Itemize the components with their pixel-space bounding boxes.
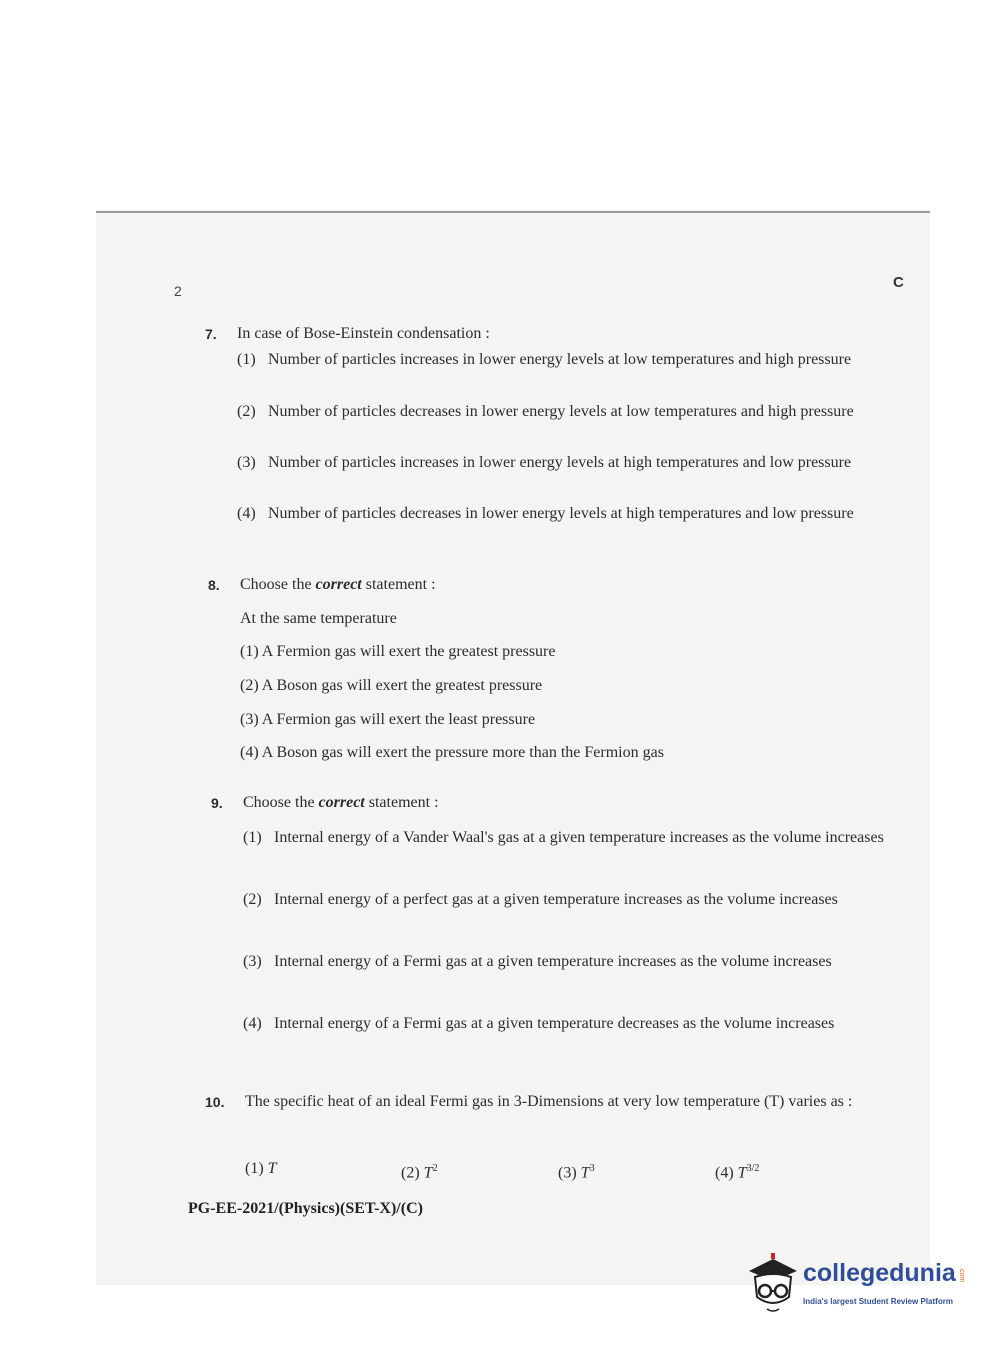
option-number: (4)	[715, 1164, 734, 1182]
option-2	[243, 885, 903, 915]
question-stem: In case of Bose-Einstein condensation :	[237, 325, 490, 342]
option-text: Internal energy of a Fermi gas at a given temperature increases as the volume increases	[274, 953, 832, 970]
option-3	[243, 947, 903, 977]
question-number: 9.	[211, 795, 223, 811]
option-1	[237, 348, 897, 372]
option-text: Internal energy of a perfect gas at a given temperature increases as the volume increases	[274, 891, 838, 908]
option-3	[558, 1155, 595, 1187]
option-2	[237, 400, 897, 424]
option-1	[240, 638, 555, 666]
option-number: (2)	[240, 677, 259, 694]
top-rule	[96, 211, 930, 213]
option-text: Number of particles increases in lower energy levels at high temperatures and low pressure	[268, 454, 852, 471]
option-base: T	[423, 1164, 433, 1182]
option-4	[243, 1009, 903, 1039]
option-number: (1)	[245, 1160, 264, 1177]
option-3	[240, 706, 535, 734]
question-stem: The specific heat of an ideal Fermi gas in 3-Dimensions at very low temperature (T) varies as :	[245, 1093, 853, 1110]
question-number: 10.	[205, 1094, 225, 1110]
option-number: (2)	[243, 891, 262, 908]
logo-wordmark: collegedunia	[803, 1259, 956, 1287]
option-number: (3)	[243, 953, 262, 970]
option-number: (1)	[240, 643, 259, 660]
option-1	[245, 1155, 277, 1183]
option-4	[715, 1155, 759, 1187]
page-number: 2	[174, 283, 182, 299]
logo-suffix: .com	[958, 1267, 965, 1283]
option-number: (1)	[243, 829, 262, 846]
question-number: 8.	[208, 577, 220, 593]
option-exponent: 2	[432, 1163, 438, 1174]
question-9	[211, 789, 911, 1069]
option-text: Number of particles increases in lower energy levels at low temperatures and high pressure	[268, 351, 852, 368]
option-2	[401, 1155, 438, 1187]
option-4	[240, 739, 664, 767]
question-10	[205, 1088, 915, 1188]
paper-code-footer: PG-EE-2021/(Physics)(SET-X)/(C)	[188, 1200, 423, 1217]
option-exponent: 3	[589, 1163, 595, 1174]
option-base: T	[580, 1164, 590, 1182]
option-text: A Boson gas will exert the greatest pressure	[261, 677, 543, 694]
question-number: 7.	[205, 326, 217, 342]
collegedunia-logo	[745, 1253, 975, 1323]
logo-tagline: India's largest Student Review Platform	[803, 1297, 953, 1306]
emphasis-word: correct	[315, 576, 362, 593]
option-text: A Boson gas will exert the pressure more than the Fermion gas	[261, 744, 664, 761]
option-text: Number of particles decreases in lower energy levels at low temperatures and high pressure	[268, 403, 854, 420]
question-7	[205, 320, 905, 550]
option-exponent: 3/2	[746, 1163, 760, 1174]
option-text: A Fermion gas will exert the least pressure	[261, 711, 536, 728]
option-number: (2)	[237, 403, 256, 420]
option-text: A Fermion gas will exert the greatest pressure	[261, 643, 556, 660]
emphasis-word: correct	[318, 794, 365, 811]
option-number: (4)	[243, 1015, 262, 1032]
option-base: T	[737, 1164, 747, 1182]
option-text: Number of particles decreases in lower energy levels at high temperatures and low pressure	[268, 505, 854, 522]
option-number: (4)	[240, 744, 259, 761]
question-stem: Choose the correct statement :	[243, 794, 439, 811]
option-2	[240, 672, 542, 700]
question-preamble: At the same temperature	[240, 610, 397, 627]
question-8	[208, 571, 908, 771]
mascot-icon	[745, 1253, 801, 1319]
set-code: C	[893, 274, 904, 291]
option-number: (1)	[237, 351, 256, 368]
option-base: T	[267, 1160, 277, 1177]
option-number: (4)	[237, 505, 256, 522]
option-1	[243, 823, 903, 853]
option-4	[237, 502, 897, 526]
option-text: Internal energy of a Vander Waal's gas at a given temperature increases as the volume increases	[274, 829, 884, 846]
option-3	[237, 451, 897, 475]
option-number: (3)	[558, 1164, 577, 1182]
option-number: (3)	[237, 454, 256, 471]
option-number: (2)	[401, 1164, 420, 1182]
option-number: (3)	[240, 711, 259, 728]
question-stem: Choose the correct statement :	[240, 576, 436, 593]
option-text: Internal energy of a Fermi gas at a given temperature decreases as the volume increases	[274, 1015, 835, 1032]
